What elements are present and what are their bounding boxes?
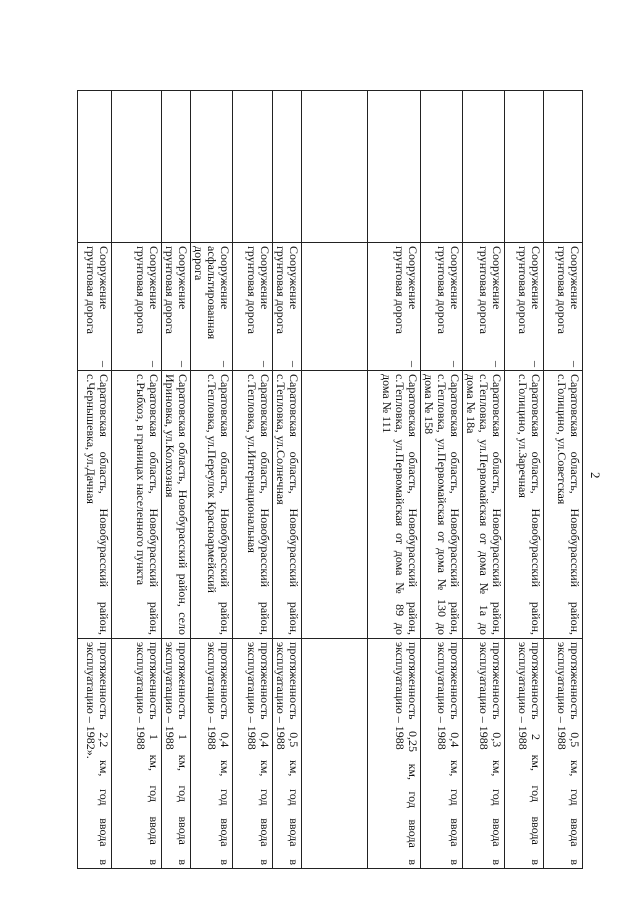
address-cell: Саратовская область, Новобурасский район, с.Тепловка, ул.Переулок Красноармейский bbox=[191, 371, 233, 639]
row-index-cell bbox=[112, 91, 162, 243]
address-cell: Саратовская область, Новобурасский район, с.Тепловка, ул.Первомайская от дома № 130 до дома № 158 bbox=[421, 371, 463, 639]
row-index-cell bbox=[505, 91, 544, 243]
address-cell: Саратовская область, Новобурасский район, с.Тепловка, ул.Первомайская от дома № 89 до дома № 111 bbox=[368, 371, 421, 639]
object-type-cell: Сооружение – грунтовая дорога bbox=[78, 243, 112, 371]
table-row bbox=[233, 91, 273, 869]
table-row bbox=[78, 91, 112, 869]
rotated-table-container bbox=[84, 90, 583, 868]
roads-table bbox=[77, 90, 583, 869]
table-row bbox=[505, 91, 544, 869]
row-index-cell bbox=[368, 91, 421, 243]
spec-cell: протяженность 0,3 км, год ввода в эксплуатацию – 1988 bbox=[463, 639, 505, 869]
spec-cell: протяженность 0,25 км, год ввода в эксплуатацию – 1988 bbox=[368, 639, 421, 869]
spec-cell: протяженность 0,5 км, год ввода в эксплуатацию – 1988 bbox=[544, 639, 583, 869]
spec-cell: протяженность 1 км, год ввода в эксплуатацию – 1988 bbox=[162, 639, 191, 869]
address-cell: Саратовская область, Новобурасский район, с.Рыбхоз, в границах населенного пункта bbox=[112, 371, 162, 639]
object-type-cell: Сооружение – грунтовая дорога bbox=[505, 243, 544, 371]
row-index-cell bbox=[302, 91, 368, 243]
object-type-cell: Сооружение – грунтовая дорога bbox=[112, 243, 162, 371]
address-cell: Саратовская область, Новобурасский район, село Ириновка, ул.Колхозная bbox=[162, 371, 191, 639]
address-cell: Саратовская область, Новобурасский район, с.Чернышевка, ул.Дачная bbox=[78, 371, 112, 639]
table-row bbox=[421, 91, 463, 869]
address-cell: Саратовская область, Новобурасский район, с.Голицино, ул.Заречная bbox=[505, 371, 544, 639]
object-type-cell: Сооружение – грунтовая дорога bbox=[463, 243, 505, 371]
row-index-cell bbox=[233, 91, 273, 243]
spec-cell: протяженность 1 км, год ввода в эксплуатацию – 1988 bbox=[112, 639, 162, 869]
object-type-cell: Сооружение – грунтовая дорога bbox=[233, 243, 273, 371]
table-row bbox=[112, 91, 162, 869]
spec-cell: протяженность 0,5 км, год ввода в эксплуатацию – 1988 bbox=[273, 639, 302, 869]
row-index-cell bbox=[544, 91, 583, 243]
table-row bbox=[191, 91, 233, 869]
spec-cell bbox=[302, 639, 368, 869]
page-number: 2 bbox=[588, 472, 603, 479]
object-type-cell: Сооружение – асфальтированная дорога bbox=[191, 243, 233, 371]
table-row bbox=[302, 91, 368, 869]
row-index-cell bbox=[463, 91, 505, 243]
row-index-cell bbox=[78, 91, 112, 243]
object-type-cell bbox=[302, 243, 368, 371]
spec-cell: протяженность 2,2 км, год ввода в эксплуатацию – 1982». bbox=[78, 639, 112, 869]
address-cell: Саратовская область, Новобурасский район, с.Тепловка, ул.Первомайская от дома № 1а до дома № 18а bbox=[463, 371, 505, 639]
table-row bbox=[463, 91, 505, 869]
spec-cell: протяженность 0,4 км, год ввода в эксплуатацию – 1988 bbox=[421, 639, 463, 869]
object-type-cell: Сооружение – грунтовая дорога bbox=[421, 243, 463, 371]
object-type-cell: Сооружение – грунтовая дорога bbox=[368, 243, 421, 371]
object-type-cell: Сооружение – грунтовая дорога bbox=[273, 243, 302, 371]
object-type-cell: Сооружение – грунтовая дорога bbox=[544, 243, 583, 371]
table-row bbox=[368, 91, 421, 869]
address-cell: Саратовская область, Новобурасский район, с.Тепловка, ул.Интернациональная bbox=[233, 371, 273, 639]
row-index-cell bbox=[191, 91, 233, 243]
row-index-cell bbox=[273, 91, 302, 243]
address-cell bbox=[302, 371, 368, 639]
table-row bbox=[273, 91, 302, 869]
spec-cell: протяженность 2 км, год ввода в эксплуатацию – 1988 bbox=[505, 639, 544, 869]
table-row bbox=[544, 91, 583, 869]
object-type-cell: Сооружение – грунтовая дорога bbox=[162, 243, 191, 371]
address-cell: Саратовская область, Новобурасский район, с.Голицино, ул.Советская bbox=[544, 371, 583, 639]
row-index-cell bbox=[162, 91, 191, 243]
spec-cell: протяженность 0,4 км, год ввода в эксплуатацию – 1988 bbox=[233, 639, 273, 869]
row-index-cell bbox=[421, 91, 463, 243]
spec-cell: протяженность 0,4 км, год ввода в эксплуатацию – 1988 bbox=[191, 639, 233, 869]
address-cell: Саратовская область, Новобурасский район, с.Тепловка, ул.Солнечная bbox=[273, 371, 302, 639]
table-row bbox=[162, 91, 191, 869]
